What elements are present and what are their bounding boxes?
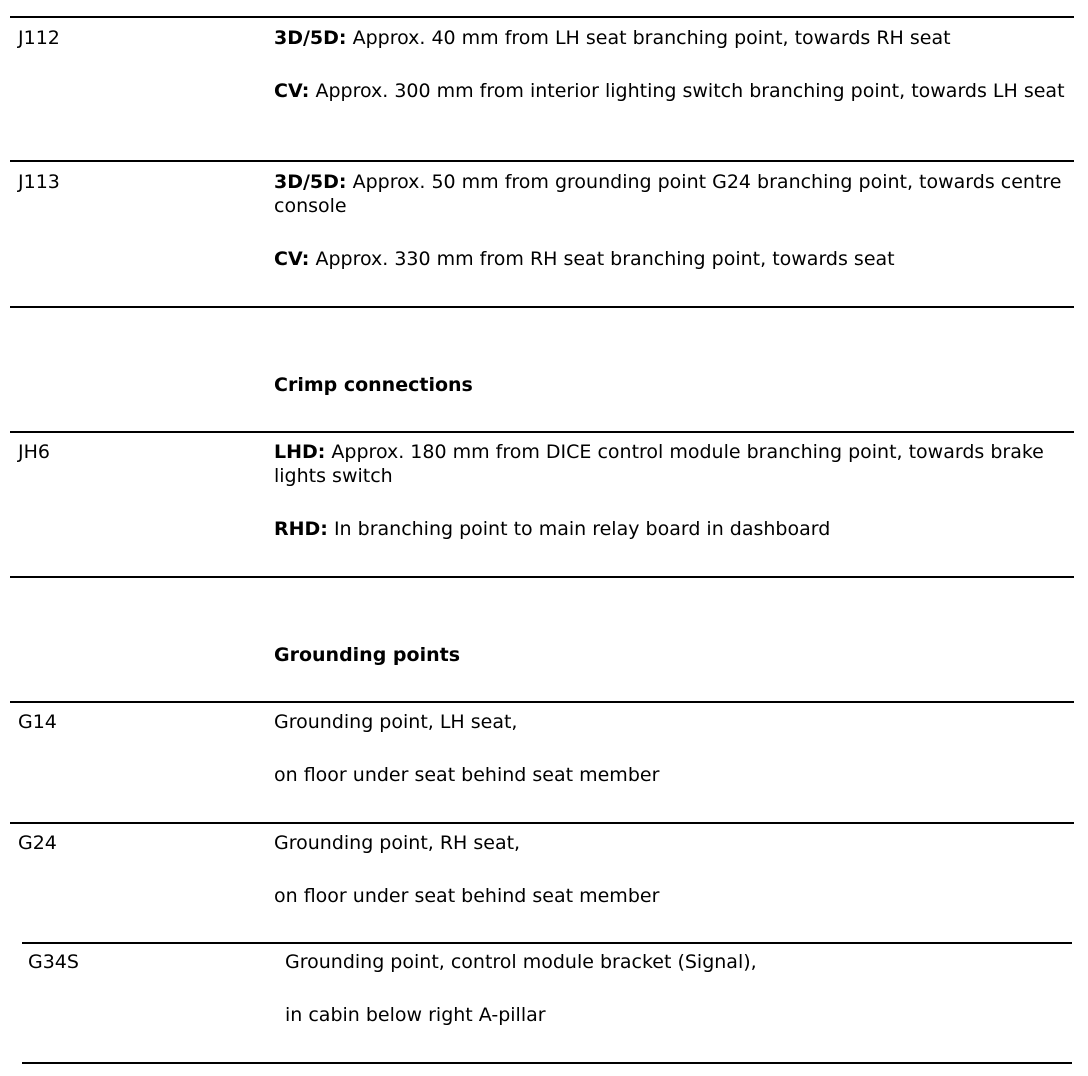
description-label: 3D/5D: (274, 27, 347, 49)
description-text: Approx. 40 mm from LH seat branching point, towards RH seat (346, 27, 951, 49)
table-divider (10, 306, 1074, 308)
description-label: CV: (274, 80, 310, 102)
connector-code: J113 (18, 171, 60, 193)
description-line (274, 517, 1074, 541)
connector-description (274, 170, 1074, 271)
description-line (274, 440, 1074, 488)
table-divider (10, 160, 1074, 162)
connector-description (274, 440, 1074, 541)
description-text: Approx. 180 mm from DICE control module branching point, towards brake lights switch (274, 441, 1044, 487)
grounding-description (274, 710, 1074, 787)
description-line (274, 170, 1074, 218)
grounding-code: G34S (28, 951, 79, 973)
description-text: in cabin below right A-pillar (285, 1004, 546, 1026)
description-text: on floor under seat behind seat member (274, 885, 660, 907)
description-text: Grounding point, LH seat, (274, 711, 518, 733)
description-line (274, 247, 1074, 271)
table-divider (22, 942, 1072, 944)
grounding-description (285, 950, 1065, 1027)
description-text: In branching point to main relay board in dashboard (327, 518, 831, 540)
grounding-code: G14 (18, 711, 57, 733)
connector-code: J112 (18, 27, 60, 49)
section-heading-grounding: Grounding points (274, 644, 461, 666)
table-divider (10, 822, 1074, 824)
connector-description (274, 26, 1074, 103)
description-label: RHD: (274, 518, 328, 540)
description-text: Approx. 330 mm from RH seat branching point, towards seat (309, 248, 895, 270)
table-divider (22, 1062, 1072, 1064)
section-heading-crimp: Crimp connections (274, 374, 473, 396)
grounding-description (274, 831, 1074, 908)
table-divider (10, 16, 1074, 18)
description-text: Grounding point, RH seat, (274, 832, 521, 854)
table-divider (10, 701, 1074, 703)
description-line (274, 26, 1074, 50)
description-text: on floor under seat behind seat member (274, 764, 660, 786)
grounding-code: G24 (18, 832, 57, 854)
description-label: 3D/5D: (274, 171, 347, 193)
description-text: Approx. 50 mm from grounding point G24 branching point, towards centre console (274, 171, 1062, 217)
description-label: CV: (274, 248, 310, 270)
connector-code: JH6 (18, 441, 50, 463)
description-text: Approx. 300 mm from interior lighting switch branching point, towards LH seat (309, 80, 1065, 102)
description-label: LHD: (274, 441, 326, 463)
description-text: Grounding point, control module bracket (Signal), (285, 951, 757, 973)
table-divider (10, 576, 1074, 578)
description-line (274, 79, 1074, 103)
table-divider (10, 431, 1074, 433)
